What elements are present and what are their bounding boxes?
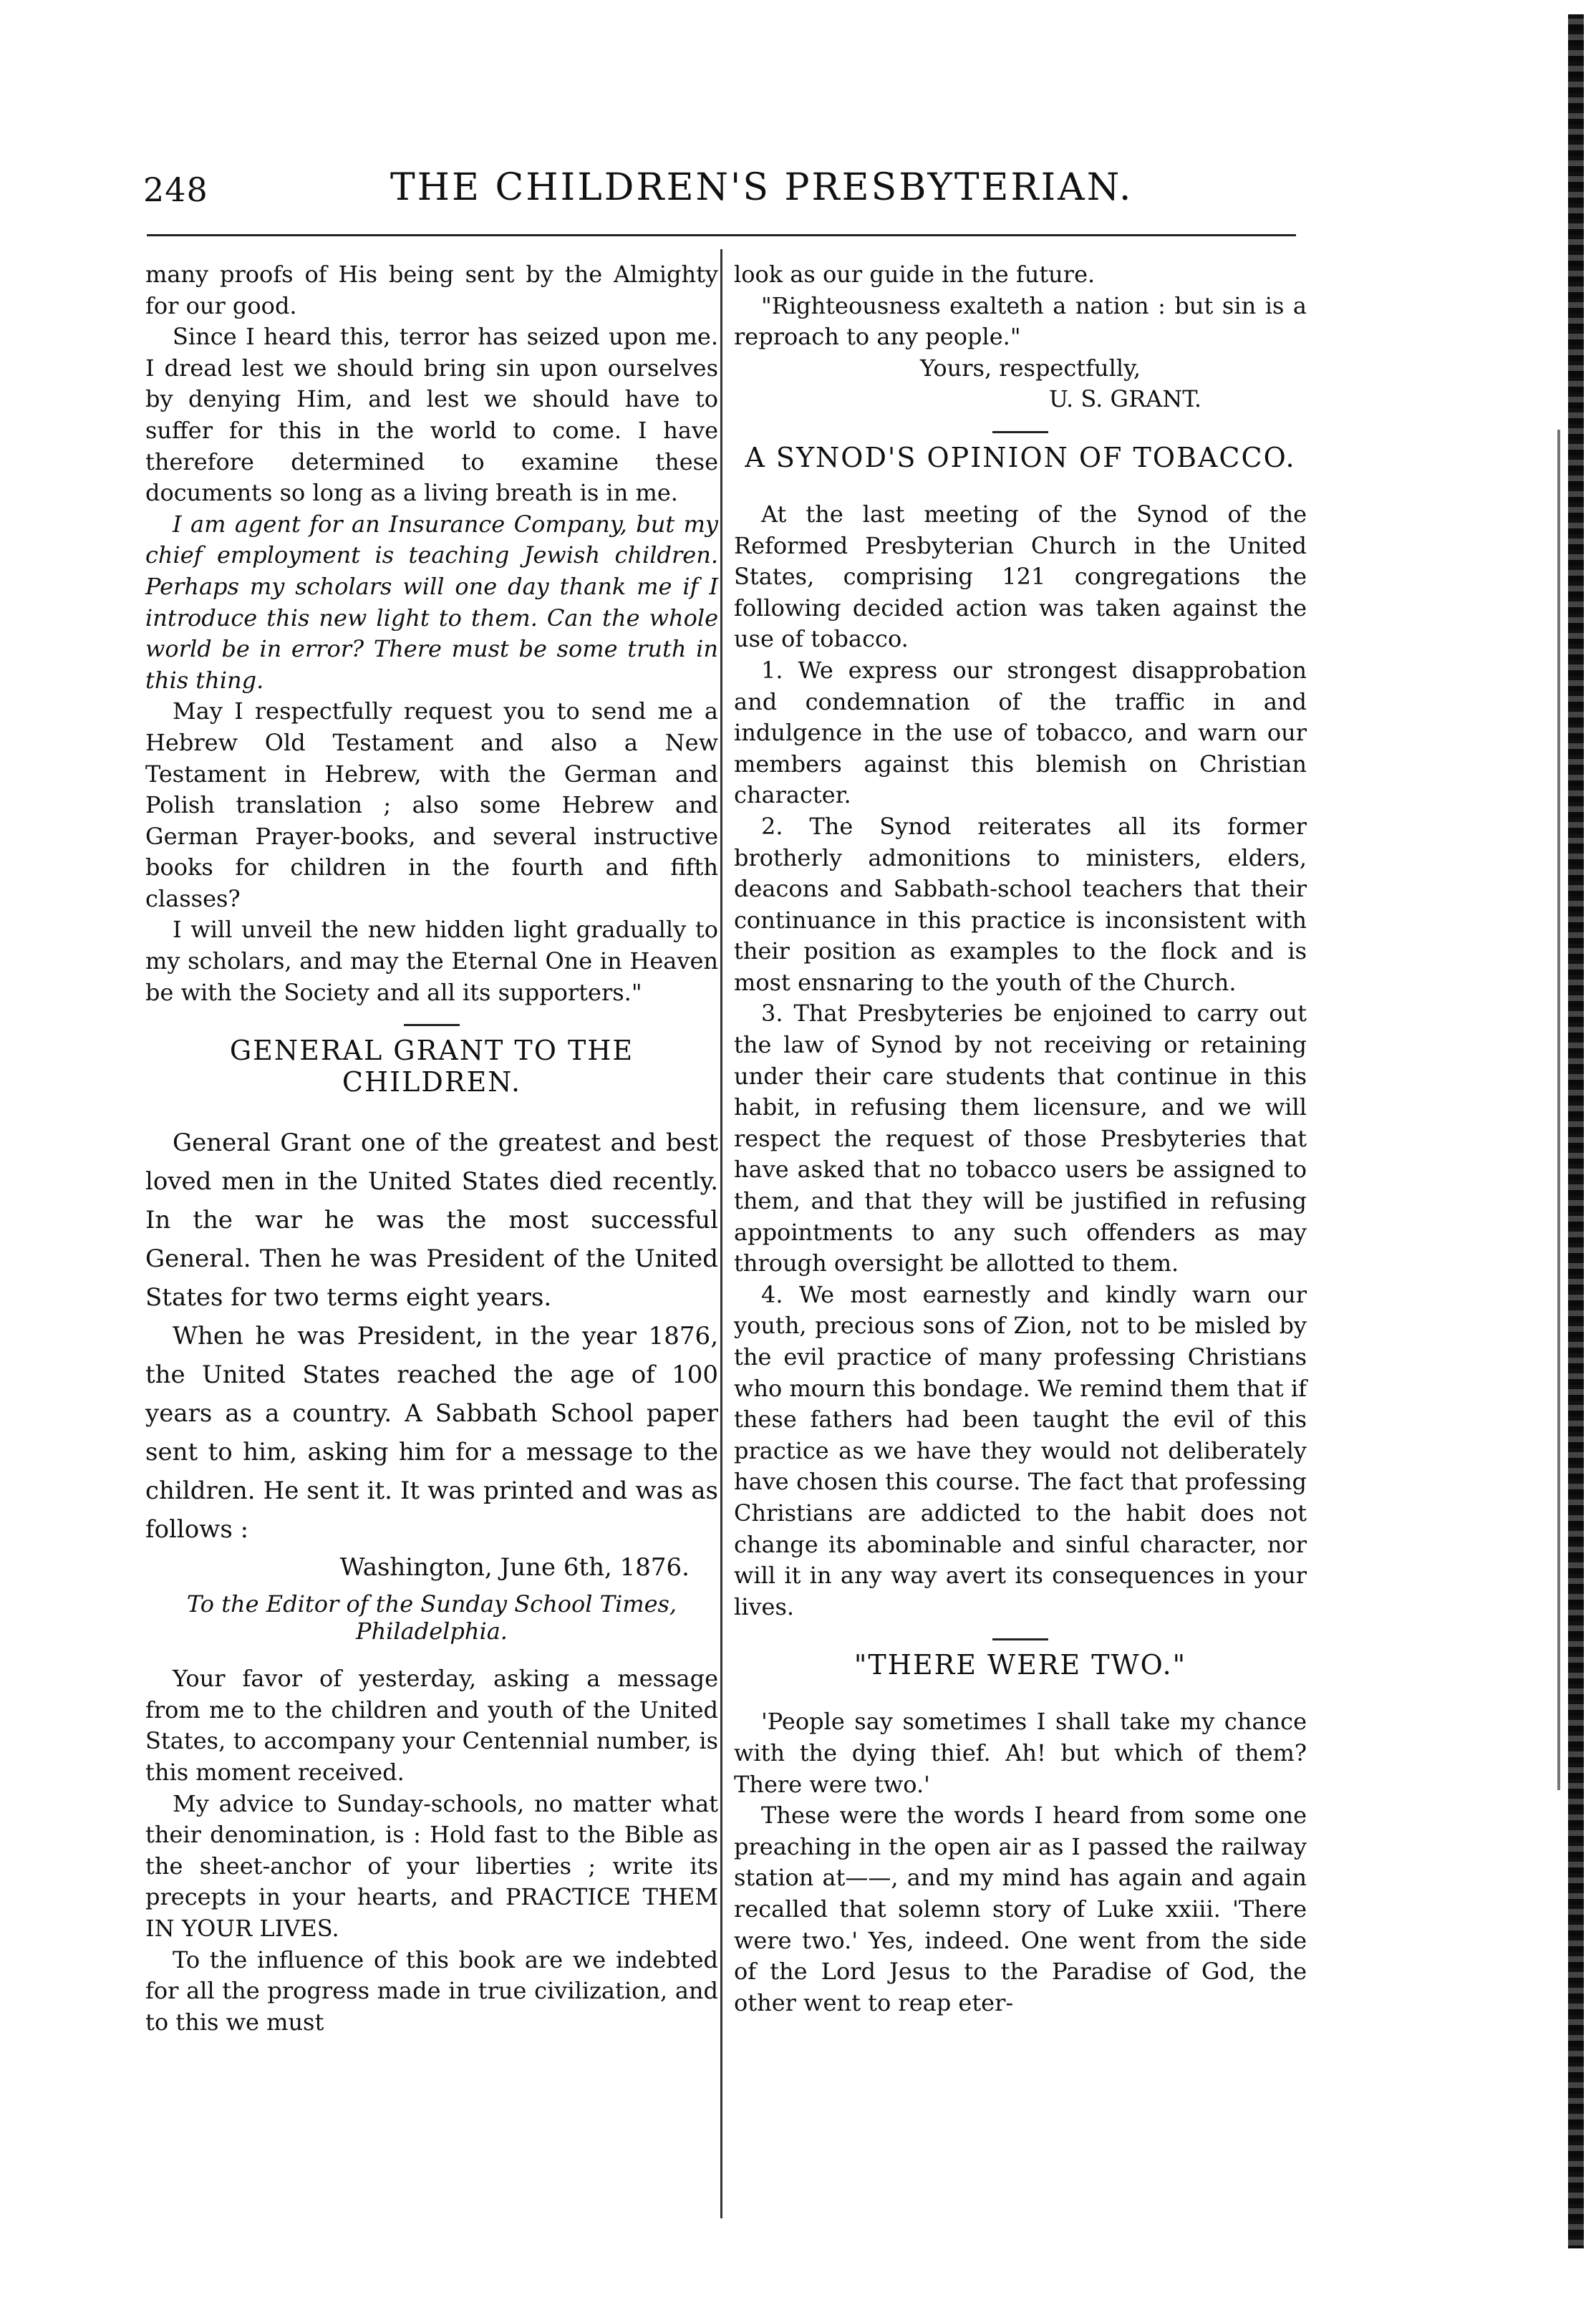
paragraph: My advice to Sunday-schools, no matter what their denomination, is : Hold fast to the Bible as the sheet-anchor of your liberties ; write its precepts in your hearts, and PRACTICE THEM IN YOUR LIVES.	[145, 1789, 718, 1942]
letter-closing: Yours, respectfully,	[920, 354, 1141, 382]
header-rule	[147, 234, 1296, 236]
paragraph: May I respectfully request you to send me a Hebrew Old Testament and also a New Testament in Hebrew, with the German and Polish translation ; also some Hebrew and German Prayer-books, and several instructive books for children in the fourth and fifth classes?	[145, 697, 718, 912]
section-rule	[992, 431, 1048, 433]
letter-dateline: Washington, June 6th, 1876.	[339, 1553, 690, 1582]
paragraph: Your favor of yesterday, asking a message from me to the children and youth of the United States, to accompany your Centennial number, is this moment received.	[145, 1665, 718, 1787]
letter-address: To the Editor of the Sunday School Times, Philadelphia.	[186, 1590, 677, 1645]
section-heading-there-were-two: "THERE WERE TWO."	[853, 1649, 1187, 1681]
paragraph: These were the words I heard from some one preaching in the open air as I passed the railway station at——, and my mind has again and again recalled that solemn story of Luke xxiii. 'There were two.' Yes, indeed. One went from the side of the Lord Jesus to the Paradise of God, the other went to reap eter-	[734, 1802, 1307, 2016]
paragraph: 3. That Presbyteries be enjoined to carry out the law of Synod by not receiving or retaining under their care students that continue in this habit, in refusing them licensure, and we will respect the request of those Presbyteries that have asked that no tobacco users be assigned to them, and that they will be justified in refusing appointments to any such offenders as may through oversight be allotted to them.	[734, 1000, 1307, 1277]
paragraph: General Grant one of the greatest and best loved men in the United States died recently. In the war he was the most successful General. Then he was President of the United States for two terms eight years.	[145, 1128, 718, 1313]
letter-signature: U. S. GRANT.	[1049, 385, 1202, 413]
column-divider	[720, 249, 722, 2218]
paragraph: 'People say sometimes I shall take my chance with the dying thief. Ah! but which of them? There were two.'	[734, 1708, 1307, 1798]
running-head: THE CHILDREN'S PRESBYTERIAN.	[390, 166, 1133, 209]
binding-edge	[1568, 14, 1584, 2248]
section-heading-synod: A SYNOD'S OPINION OF TOBACCO.	[745, 441, 1296, 473]
page-number: 248	[143, 170, 208, 209]
paragraph: 2. The Synod reiterates all its former brotherly admonitions to ministers, elders, deacons and Sabbath-school teachers that their continuance in this practice is inconsistent with their position as examples to the flock and is most ensnaring to the youth of the Church.	[734, 812, 1307, 996]
paragraph: 1. We express our strongest disapprobation and condemnation of the traffic in and indulgence in the use of tobacco, and warn our members against this blemish on Christian character.	[734, 656, 1307, 809]
paragraph: When he was President, in the year 1876, the United States reached the age of 100 years as a country. A Sabbath School paper sent to him, asking him for a message to the children. He sent it. It was printed and was as follows :	[145, 1322, 718, 1545]
paragraph: look as our guide in the future.	[734, 261, 1096, 288]
section-rule	[992, 1638, 1048, 1640]
paragraph: "Righteousness exalteth a nation : but sin is a reproach to any people."	[734, 291, 1307, 351]
paragraph: many proofs of His being sent by the Almighty for our good.	[145, 261, 718, 319]
paragraph: Since I heard this, terror has seized upon me. I dread lest we should bring sin upon ourselves by denying Him, and lest we should have to suffer for this in the world to come. I have therefore determined to examine these documents so long as a living breath is in me.	[145, 323, 718, 507]
section-rule	[404, 1024, 460, 1026]
binding-edge-shadow	[1557, 430, 1560, 1790]
paragraph: At the last meeting of the Synod of the Reformed Presbyterian Church in the United States, comprising 121 congregations the following decided action was taken against the use of tobacco.	[734, 500, 1307, 653]
paragraph: 4. We most earnestly and kindly warn our youth, precious sons of Zion, not to be misled by the evil practice of many professing Christians who mourn this bondage. We remind them that if these fathers had been taught the evil of this practice as we have they would not deliberately have chosen this course. The fact that professing Christians are addicted to the habit does not change its abominable and sinful character, nor will it in any way avert its consequences in your lives.	[734, 1280, 1307, 1620]
paragraph: To the influence of this book are we indebted for all the progress made in true civilization, and to this we must	[145, 1946, 718, 2036]
paragraph: I will unveil the new hidden light gradually to my scholars, and may the Eternal One in Heaven be with the Society and all its supporters."	[145, 916, 718, 1006]
paragraph: I am agent for an Insurance Company, but my chief employment is teaching Jewish children. Perhaps my scholars will one day thank me if I introduce this new light to them. Can the whole world be in error? There must be some truth in this thing.	[145, 510, 718, 694]
section-heading-general-grant: GENERAL GRANT TO THE CHILDREN.	[229, 1035, 634, 1098]
right-column	[734, 259, 1307, 2019]
left-column	[145, 259, 718, 2038]
